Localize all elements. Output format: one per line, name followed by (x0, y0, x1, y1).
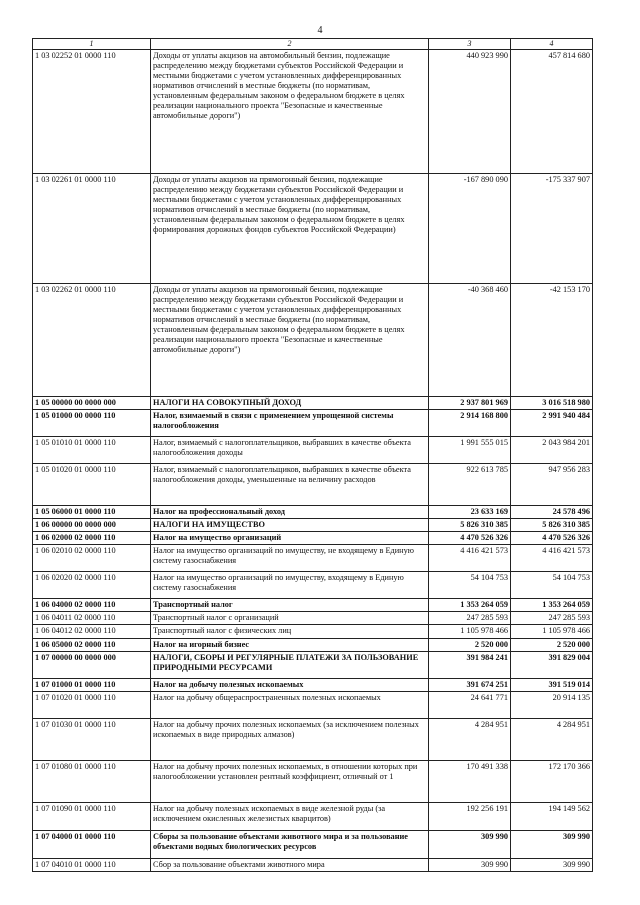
row-code: 1 06 04000 02 0000 110 (33, 599, 151, 612)
column-number-1: 1 (33, 39, 151, 50)
row-name: Доходы от уплаты акцизов на прямогонный бензин, подлежащие распределению между бюджетами субъектов Российской Федерации и местными бюджетами с учетом установленных дифференцированных нормативов отчислений в местные бюджеты (по нормативам, установленным федеральным законом о федеральном бюджете в целях реализации национального проекта "Безопасные и качественные автомобильные дороги") (151, 283, 429, 396)
row-value-col4: 309 990 (511, 830, 593, 858)
row-name: Налог, взимаемый с налогоплательщиков, выбравших в качестве объекта налогообложения доходы (151, 436, 429, 463)
row-name: Налог на имущество организаций (151, 532, 429, 545)
row-name: Доходы от уплаты акцизов на автомобильный бензин, подлежащие распределению между бюджетами субъектов Российской Федерации и местными бюджетами с учетом установленных дифференцированных нормативов отчислений в местные бюджеты (по нормативам, установленным федеральным законом о федеральном бюджете в целях реализации национального проекта "Безопасные и качественные автомобильные дороги") (151, 49, 429, 173)
row-value-col4: 24 578 496 (511, 505, 593, 518)
row-code: 1 03 02252 01 0000 110 (33, 49, 151, 173)
table-row (33, 463, 593, 505)
row-value-col4: 4 416 421 573 (511, 545, 593, 572)
table-row (33, 505, 593, 518)
row-value-col4: 3 016 518 980 (511, 396, 593, 409)
row-name: НАЛОГИ, СБОРЫ И РЕГУЛЯРНЫЕ ПЛАТЕЖИ ЗА ПОЛЬЗОВАНИЕ ПРИРОДНЫМИ РЕСУРСАМИ (151, 651, 429, 678)
row-value-col3: 23 633 169 (429, 505, 511, 518)
row-name: Сборы за пользование объектами животного мира и за пользование объектами водных биологических ресурсов (151, 830, 429, 858)
row-value-col4: 20 914 135 (511, 691, 593, 718)
row-value-col4: 391 829 004 (511, 651, 593, 678)
table-row (33, 599, 593, 612)
row-name: Налог на добычу прочих полезных ископаемых (за исключением полезных ископаемых в виде природных алмазов) (151, 718, 429, 760)
row-value-col4: 391 519 014 (511, 678, 593, 691)
row-value-col4: 247 285 593 (511, 612, 593, 625)
row-name: Транспортный налог (151, 599, 429, 612)
row-name: Налог на профессиональный доход (151, 505, 429, 518)
row-value-col3: -167 890 090 (429, 173, 511, 283)
row-value-col3: 391 984 241 (429, 651, 511, 678)
page-number: 4 (317, 25, 323, 36)
row-value-col4: 4 470 526 326 (511, 532, 593, 545)
column-number-3: 3 (429, 39, 511, 50)
row-value-col3: 2 520 000 (429, 638, 511, 651)
table-row (33, 173, 593, 283)
row-code: 1 06 04012 02 0000 110 (33, 625, 151, 638)
row-value-col4: 172 170 366 (511, 760, 593, 802)
row-code: 1 07 01000 01 0000 110 (33, 678, 151, 691)
row-code: 1 06 02020 02 0000 110 (33, 572, 151, 599)
table-row (33, 678, 593, 691)
row-code: 1 06 00000 00 0000 000 (33, 518, 151, 531)
row-value-col3: 2 914 168 800 (429, 409, 511, 436)
table-row (33, 572, 593, 599)
row-value-col4: 54 104 753 (511, 572, 593, 599)
row-value-col4: 2 043 984 201 (511, 436, 593, 463)
table-row (33, 612, 593, 625)
table-row (33, 718, 593, 760)
row-name: НАЛОГИ НА СОВОКУПНЫЙ ДОХОД (151, 396, 429, 409)
row-value-col4: 309 990 (511, 858, 593, 871)
row-value-col4: 457 814 680 (511, 49, 593, 173)
row-code: 1 05 01010 01 0000 110 (33, 436, 151, 463)
table-row (33, 436, 593, 463)
row-name: Налог, взимаемый с налогоплательщиков, выбравших в качестве объекта налогообложения доходы, уменьшенные на величину расходов (151, 463, 429, 505)
row-name: Налог на имущество организаций по имуществу, входящему в Единую систему газоснабжения (151, 572, 429, 599)
row-code: 1 07 01020 01 0000 110 (33, 691, 151, 718)
row-code: 1 05 01000 00 0000 110 (33, 409, 151, 436)
row-value-col3: 440 923 990 (429, 49, 511, 173)
row-value-col4: 2 520 000 (511, 638, 593, 651)
row-value-col3: 247 285 593 (429, 612, 511, 625)
row-name: Налог на добычу полезных ископаемых (151, 678, 429, 691)
row-code: 1 07 04010 01 0000 110 (33, 858, 151, 871)
column-number-2: 2 (151, 39, 429, 50)
row-code: 1 07 01030 01 0000 110 (33, 718, 151, 760)
row-value-col3: 309 990 (429, 858, 511, 871)
row-value-col4: 1 353 264 059 (511, 599, 593, 612)
row-code: 1 07 01080 01 0000 110 (33, 760, 151, 802)
row-code: 1 07 04000 01 0000 110 (33, 830, 151, 858)
row-code: 1 05 01020 01 0000 110 (33, 463, 151, 505)
table-row (33, 49, 593, 173)
row-value-col3: 1 353 264 059 (429, 599, 511, 612)
row-code: 1 06 04011 02 0000 110 (33, 612, 151, 625)
row-value-col4: -175 337 907 (511, 173, 593, 283)
table-row (33, 760, 593, 802)
table-row (33, 625, 593, 638)
table-row (33, 638, 593, 651)
row-value-col3: 24 641 771 (429, 691, 511, 718)
row-value-col3: 391 674 251 (429, 678, 511, 691)
row-value-col3: 192 256 191 (429, 802, 511, 830)
row-value-col4: 2 991 940 484 (511, 409, 593, 436)
row-code: 1 06 02000 02 0000 110 (33, 532, 151, 545)
row-value-col3: 54 104 753 (429, 572, 511, 599)
row-name: Доходы от уплаты акцизов на прямогонный бензин, подлежащие распределению между бюджетами субъектов Российской Федерации и местными бюджетами с учетом установленных дифференцированных нормативов отчислений в местные бюджеты (по нормативам, установленным федеральным законом о федеральном бюджете в целях формирования дорожных фондов субъектов Российской Федерации) (151, 173, 429, 283)
row-value-col3: 4 470 526 326 (429, 532, 511, 545)
row-value-col4: 1 105 978 466 (511, 625, 593, 638)
table-row (33, 858, 593, 871)
row-name: Налог на игорный бизнес (151, 638, 429, 651)
row-name: Налог на добычу общераспространенных полезных ископаемых (151, 691, 429, 718)
row-code: 1 05 00000 00 0000 000 (33, 396, 151, 409)
column-number-4: 4 (511, 39, 593, 50)
table-row (33, 651, 593, 678)
row-value-col3: 170 491 338 (429, 760, 511, 802)
row-value-col4: 4 284 951 (511, 718, 593, 760)
table-row (33, 396, 593, 409)
row-value-col4: 5 826 310 385 (511, 518, 593, 531)
row-code: 1 06 05000 02 0000 110 (33, 638, 151, 651)
table-header-row (33, 39, 593, 50)
table-row (33, 283, 593, 396)
row-code: 1 05 06000 01 0000 110 (33, 505, 151, 518)
table-row (33, 691, 593, 718)
table-row (33, 409, 593, 436)
row-code: 1 06 02010 02 0000 110 (33, 545, 151, 572)
table-row (33, 830, 593, 858)
row-code: 1 03 02262 01 0000 110 (33, 283, 151, 396)
row-value-col3: 1 991 555 015 (429, 436, 511, 463)
table-row (33, 532, 593, 545)
row-value-col3: 922 613 785 (429, 463, 511, 505)
row-value-col3: 4 416 421 573 (429, 545, 511, 572)
row-value-col4: 194 149 562 (511, 802, 593, 830)
table-row (33, 802, 593, 830)
row-value-col3: 2 937 801 969 (429, 396, 511, 409)
row-name: Налог на добычу полезных ископаемых в виде железной руды (за исключением окисленных железистых кварцитов) (151, 802, 429, 830)
row-code: 1 07 01090 01 0000 110 (33, 802, 151, 830)
table-row (33, 545, 593, 572)
row-value-col3: 5 826 310 385 (429, 518, 511, 531)
row-value-col4: -42 153 170 (511, 283, 593, 396)
revenue-table (32, 38, 593, 872)
row-name: Транспортный налог с организаций (151, 612, 429, 625)
table-row (33, 518, 593, 531)
row-code: 1 07 00000 00 0000 000 (33, 651, 151, 678)
row-value-col3: 1 105 978 466 (429, 625, 511, 638)
row-name: НАЛОГИ НА ИМУЩЕСТВО (151, 518, 429, 531)
row-code: 1 03 02261 01 0000 110 (33, 173, 151, 283)
row-value-col4: 947 956 283 (511, 463, 593, 505)
row-value-col3: -40 368 460 (429, 283, 511, 396)
row-name: Налог на добычу прочих полезных ископаемых, в отношении которых при налогообложении установлен рентный коэффициент, отличный от 1 (151, 760, 429, 802)
row-name: Сбор за пользование объектами животного мира (151, 858, 429, 871)
row-value-col3: 309 990 (429, 830, 511, 858)
row-value-col3: 4 284 951 (429, 718, 511, 760)
row-name: Налог на имущество организаций по имуществу, не входящему в Единую систему газоснабжения (151, 545, 429, 572)
row-name: Транспортный налог с физических лиц (151, 625, 429, 638)
row-name: Налог, взимаемый в связи с применением упрощенной системы налогообложения (151, 409, 429, 436)
